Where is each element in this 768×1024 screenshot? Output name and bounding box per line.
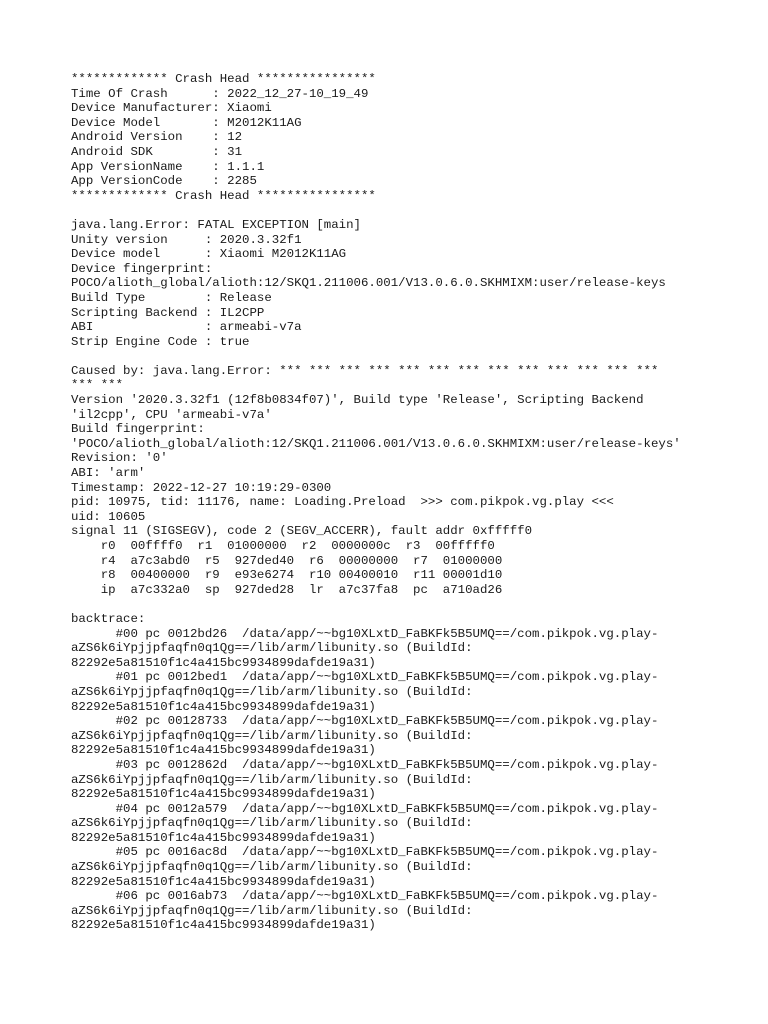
exception-line: Scripting Backend : IL2CPP xyxy=(71,305,265,320)
backtrace-line: aZS6k6iYpjjpfaqfn0q1Qg==/lib/arm/libunity.so (BuildId: xyxy=(71,641,473,656)
caused-by-line: Version '2020.3.32f1 (12f8b0834f07)', Build type 'Release', Scripting Backend xyxy=(71,393,644,408)
crash-head-header: ************* Crash Head **************** xyxy=(71,72,376,86)
caused-by-line: Build fingerprint: xyxy=(71,422,205,437)
exception-line: POCO/alioth_global/alioth:12/SKQ1.211006.001/V13.0.6.0.SKHMIXM:user/release-keys xyxy=(71,276,666,291)
exception-line: Strip Engine Code : true xyxy=(71,334,250,349)
backtrace-section xyxy=(71,612,751,933)
crash-head-line: Android SDK : 31 xyxy=(71,144,243,159)
exception-line: java.lang.Error: FATAL EXCEPTION [main] xyxy=(71,217,361,232)
caused-by-line: 'POCO/alioth_global/alioth:12/SKQ1.211006.001/V13.0.6.0.SKHMIXM:user/release-keys' xyxy=(71,436,681,451)
caused-by-line: Caused by: java.lang.Error: *** *** *** *** *** *** *** *** *** *** *** *** *** xyxy=(71,363,659,378)
backtrace-line: aZS6k6iYpjjpfaqfn0q1Qg==/lib/arm/libunity.so (BuildId: xyxy=(71,816,473,831)
crash-head-line: App VersionCode : 2285 xyxy=(71,174,257,189)
crash-head-footer: ************* Crash Head **************** xyxy=(71,188,376,203)
register-row: r8 00400000 r9 e93e6274 r10 00400010 r11 00001d10 xyxy=(71,568,503,583)
backtrace-line: 82292e5a81510f1c4a415bc9934899dafde19a31) xyxy=(71,830,376,845)
backtrace-line: #03 pc 0012862d /data/app/~~bg10XLxtD_FaBKFk5B5UMQ==/com.pikpok.vg.play- xyxy=(71,757,659,772)
backtrace-line: aZS6k6iYpjjpfaqfn0q1Qg==/lib/arm/libunity.so (BuildId: xyxy=(71,684,473,699)
exception-line: ABI : armeabi-v7a xyxy=(71,320,302,335)
backtrace-line: aZS6k6iYpjjpfaqfn0q1Qg==/lib/arm/libunity.so (BuildId: xyxy=(71,772,473,787)
register-row: ip a7c332a0 sp 927ded28 lr a7c37fa8 pc a710ad26 xyxy=(71,582,503,597)
crash-head-line: App VersionName : 1.1.1 xyxy=(71,159,265,174)
crash-head-line: Time Of Crash : 2022_12_27-10_19_49 xyxy=(71,86,369,101)
exception-line: Unity version : 2020.3.32f1 xyxy=(71,232,302,247)
exception-section xyxy=(71,218,751,349)
caused-by-line: ABI: 'arm' xyxy=(71,466,146,481)
blank-line xyxy=(71,349,751,364)
caused-by-line: Timestamp: 2022-12-27 10:19:29-0300 xyxy=(71,480,332,495)
register-row: r4 a7c3abd0 r5 927ded40 r6 00000000 r7 01000000 xyxy=(71,553,503,568)
backtrace-line: #06 pc 0016ab73 /data/app/~~bg10XLxtD_FaBKFk5B5UMQ==/com.pikpok.vg.play- xyxy=(71,889,659,904)
register-row: r0 00ffff0 r1 01000000 r2 0000000c r3 00fffff0 xyxy=(71,539,495,553)
blank-line xyxy=(71,597,751,612)
blank-line xyxy=(71,203,751,218)
exception-line: Device model : Xiaomi M2012K11AG xyxy=(71,247,347,262)
backtrace-header: backtrace: xyxy=(71,611,146,626)
backtrace-line: #01 pc 0012bed1 /data/app/~~bg10XLxtD_FaBKFk5B5UMQ==/com.pikpok.vg.play- xyxy=(71,670,659,685)
crash-head-section xyxy=(71,72,751,203)
caused-by-section xyxy=(71,364,751,598)
exception-line: Device fingerprint: xyxy=(71,261,213,276)
backtrace-line: 82292e5a81510f1c4a415bc9934899dafde19a31) xyxy=(71,918,376,933)
crash-head-line: Device Manufacturer: Xiaomi xyxy=(71,101,272,116)
exception-line: Build Type : Release xyxy=(71,290,272,305)
caused-by-line: 'il2cpp', CPU 'armeabi-v7a' xyxy=(71,407,272,422)
crash-head-line: Android Version : 12 xyxy=(71,130,243,145)
backtrace-line: 82292e5a81510f1c4a415bc9934899dafde19a31) xyxy=(71,874,376,889)
backtrace-line: 82292e5a81510f1c4a415bc9934899dafde19a31) xyxy=(71,655,376,670)
backtrace-line: 82292e5a81510f1c4a415bc9934899dafde19a31) xyxy=(71,743,376,758)
backtrace-line: #00 pc 0012bd26 /data/app/~~bg10XLxtD_FaBKFk5B5UMQ==/com.pikpok.vg.play- xyxy=(71,626,659,641)
backtrace-line: #02 pc 00128733 /data/app/~~bg10XLxtD_FaBKFk5B5UMQ==/com.pikpok.vg.play- xyxy=(71,714,659,729)
backtrace-line: 82292e5a81510f1c4a415bc9934899dafde19a31) xyxy=(71,699,376,714)
caused-by-line: *** *** xyxy=(71,378,124,393)
caused-by-line: uid: 10605 xyxy=(71,509,146,524)
crash-log xyxy=(71,72,751,933)
backtrace-line: aZS6k6iYpjjpfaqfn0q1Qg==/lib/arm/libunity.so (BuildId: xyxy=(71,728,473,743)
backtrace-line: #04 pc 0012a579 /data/app/~~bg10XLxtD_FaBKFk5B5UMQ==/com.pikpok.vg.play- xyxy=(71,801,659,816)
crash-head-line: Device Model : M2012K11AG xyxy=(71,115,302,130)
caused-by-line: Revision: '0' xyxy=(71,451,168,466)
caused-by-line: pid: 10975, tid: 11176, name: Loading.Preload >>> com.pikpok.vg.play <<< xyxy=(71,495,614,510)
backtrace-line: aZS6k6iYpjjpfaqfn0q1Qg==/lib/arm/libunity.so (BuildId: xyxy=(71,903,473,918)
caused-by-line: signal 11 (SIGSEGV), code 2 (SEGV_ACCERR), fault addr 0xfffff0 xyxy=(71,524,533,539)
backtrace-line: #05 pc 0016ac8d /data/app/~~bg10XLxtD_FaBKFk5B5UMQ==/com.pikpok.vg.play- xyxy=(71,845,659,860)
backtrace-line: aZS6k6iYpjjpfaqfn0q1Qg==/lib/arm/libunity.so (BuildId: xyxy=(71,860,473,875)
backtrace-line: 82292e5a81510f1c4a415bc9934899dafde19a31) xyxy=(71,787,376,802)
